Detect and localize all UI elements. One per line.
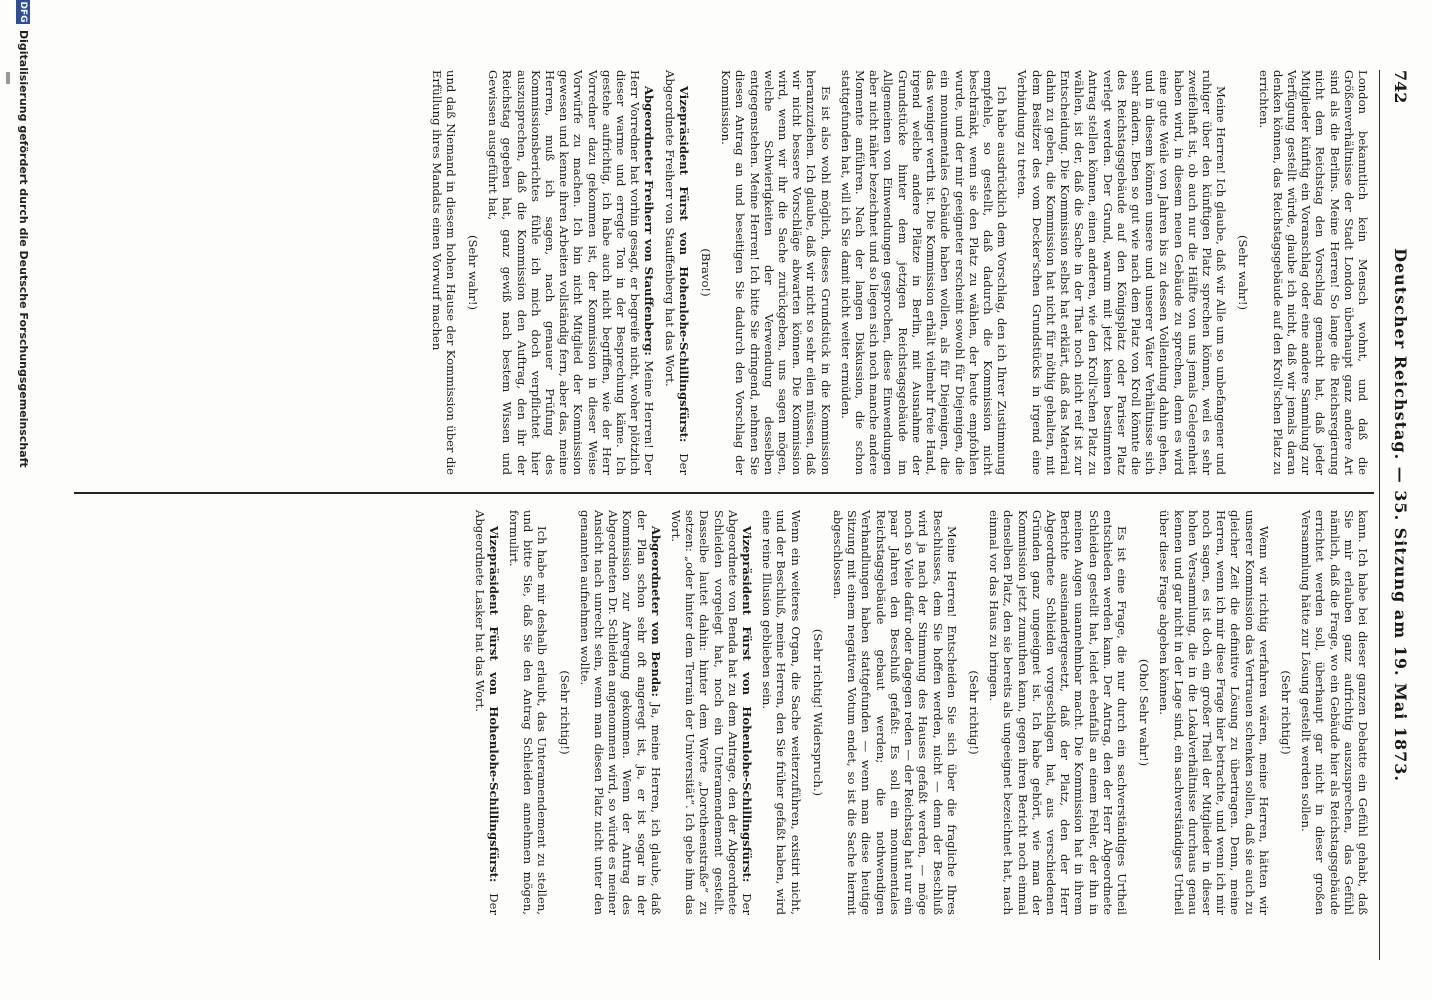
interjection: (Sehr wahr!) (466, 234, 481, 311)
dfg-logo: DFG (18, 1, 28, 23)
column-divider (74, 492, 1374, 494)
left-column (423, 70, 1370, 475)
speech-text: Der Abgeordnete Freiherr von Stauffenberg hat das Wort. (662, 70, 691, 475)
interjection: (Oho! Sehr wahr!) (1137, 658, 1152, 767)
interjection: (Sehr richtig!) (1278, 670, 1293, 755)
paragraph: Wenn wir richtig verfahren wären, meine Herren, hätten wir unserer Kommission das Vertrauen schenken sollen, daß sie auch zu gleicher Zeit die definitive Lösung zu übertragen. Denn, meine Herren, wenn ich mir diese Frage hier betrachte, und wenn ich mir noch sagen, es ist doch ein großer Theil der Mitglieder in dieser hohen Versammlung, die in die Lokalverhältnisse durchaus genau kennen und gar nicht in der Lage sind, ein sachverständiges Urtheil über diese Frage abgeben können. (1157, 510, 1271, 915)
speaker-name: Vizepräsident Fürst von Hohenlohe-Schillingsfürst: (740, 526, 755, 883)
header-rule (1379, 70, 1380, 960)
paragraph: kann. Ich habe bei dieser ganzen Debatte ein Gefühl gehabt, daß Sie mir erlauben ganz aufrichtig auszusprechen, das Gefühl nämlich, daß die Frage, wo ein Gebäude hier als Reichstagsgebäude errichtet werden soll, überhaupt gar nicht in dieser großen Versammlung hätte zur Lösung gestellt werden sollen. (1299, 510, 1370, 915)
paragraph: Ich habe ausdrücklich dem Vorschlag, den ich Ihrer Zustimmung empfehle, so gestellt, daß dadurch die Kommission nicht beschränkt, wenn sie den Platz zu wählen, der heute empfohlen wurde, und der mir geeigneter erscheint sowohl für Diejenigen, die ein monumentales Gebäude haben wollen, als für Diejenigen, die das weniger werth ist. Die Kommission erhält vielmehr freie Hand, irgend welche andere Plätze in Berlin, mit Ausnahme der Grundstücke hinter dem jetzigen Reichstagsgebäude im Allgemeinen von Einwendungen gesprochen, diese Einwendungen aber nicht näher bezeichnet und so liegen sich noch manche andere Momente anführen. Nach der langen Diskussion, die schon stattgefunden hat, will ich Sie damit nicht weiter ermüden. (838, 70, 1010, 475)
paragraph: Es ist also wohl möglich, dieses Grundstück in die Kommission heranzuziehen. Ich glaube, daß wir nicht so sehr eilen müssen, daß wir nicht bessere Vorschläge abwarten können. Die Kommission wird, wenn wir ihr die Sache zurückgeben, uns sagen mögen, welche Schwierigkeiten der Verwendung desselben entgegenstehen. Meine Herren! Ich bitte Sie dringend, nehmen Sie diesen Antrag an und beseitigen Sie dadurch den Vorschlag der Kommission. (719, 70, 833, 475)
speaker-block (486, 70, 656, 475)
interjection: (Sehr richtig!) (966, 670, 981, 755)
interjection: (Sehr wahr!) (1236, 234, 1251, 311)
paragraph: Meine Herren! Ich glaube, daß wir Alle um so unbefangener und ruhiger über den künftigen Platz sprechen können, weil es sehr zweifelhaft ist, ob auch nur die Hälfte von uns jemals Gelegenheit haben wird, in diesem neuen Gebäude zu sprechen, denn es wird eine gute Weile von Jahren bis zu dessen Vollendung dahin gehen, und in diesem können unsere und unserer Väter Verhältnisse sich sehr ändern. Eben so gut wie nach dem Platz von Kroll könnte die des Reichstagsgebäude auf den Königsplatz oder Pariser Platz verlegt werden. Der Grund, warum mit jetzt keinen bestimmten Antrag stellen können, einen anderen, wie den Kroll'schen Platz zu wählen, ist der, daß die Sache in der That noch nicht reif ist zur Entscheidung. Die Kommission selbst hat erklärt, daß das Material dahin zu geben, die Kommission hat nicht für nöthig gehalten, mit dem Besitzer des vom Decker'schen Grundstücks in irgend eine Verbindung zu treten. (1015, 70, 1229, 475)
scan-edge-mark (6, 72, 10, 84)
right-column (466, 510, 1370, 915)
speech-text: Meine Herren! Der Herr Vorredner hat vorhin gesagt, er begreife nicht, woher plötzlich dieser warme und erregte Ton in der Besprechung käme. Ich gestehe aufrichtig, ich habe auch nicht begriffen, wie der Herr Vorredner dazu gekommen ist, der Kommission in dieser Weise Vorwürfe zu machen. Ich bin nicht Mitglied der Kommission gewesen und kenne ihren Arbeiten vollständig fern, aber das, meine Herren, muß ich sagen, nach genauer Prüfung des Kommissionsberichtes fühle ich mich doch verpflichtet hier auszusprechen, daß die Kommission den Auftrag, den ihr der Reichstag gegeben hat, ganz gewiß nach bestem Wissen und Gewissen ausgeführt hat, (486, 70, 657, 476)
speaker-name: Vizepräsident Fürst von Hohenlohe-Schillingsfürst: (486, 526, 501, 883)
speaker-name: Abgeordneter Freiherr von Stauffenberg: (642, 86, 657, 356)
paragraph: Es ist eine Frage, die nur durch ein sachverständiges Urtheil entschieden werden kann. Der Antrag, den der Herr Abgeordnete Schleiden gestellt hat, leidet ebenfalls an einem Fehler, der ihn in meinen Augen unannehmbar macht. Die Kommission hat in ihrem Berichte auseinandergesetzt, daß der Platz, den der Herr Abgeordnete Schleiden vorgeschlagen hat, aus verschiedenen Gründen ganz ungeeignet ist. Ich habe gehört, wie man der Kommission jetzt zumuthen kann, gegen ihren Bericht noch einmal denselben Platz, den sie bereits als ungeeignet bezeichnet hat, nach einmal vor das Haus zu bringen. (987, 510, 1129, 915)
speaker-block (662, 70, 690, 475)
paragraph: Wenn ein weiteres Organ, die Sache weiterzuführen, existirt nicht, und der Beschluß, meine Herren, den Sie früher gefaßt haben, wird eine reine Illusion geblieben sein. (760, 510, 803, 915)
speaker-block (578, 510, 663, 915)
paragraph: Ich habe mir deshalb erlaubt, das Unteramendement zu stellen, und bitte Sie, daß Sie den Antrag Schleiden annehmen mögen, formulirt. (507, 510, 550, 915)
speech-text: Der Abgeordnete von Benda hat zu dem Antrage, den der Abgeordnete Schleiden vorgelegt hat, noch ein Unteramendement gestellt. Dasselbe lautet dahin: hinter dem Worte „Dorotheenstraße“ zu setzen: „oder hinter dem Terrain der Universität“. Ich gebe ihm das Wort. (669, 510, 755, 915)
digitization-note: Digitalisierung gefördert durch die Deutsche Forschungsgemeinschaft (17, 30, 30, 468)
paragraph: Meine Herren! Entscheiden Sie sich über die fragliche Ihres Beschlusses, dem Sie hoffen werden, nicht — denn der Beschluß wird ja nach der Stimmung des Hauses gefaßt werden, — möge noch so Viele dafür oder dagegen reden — der Reichstag hat nur ein paar Jahren den Beschluß gefaßt: Es soll ein monumentales Reichstagsgebäude gebaut werden; die nothwendigen Verhandlungen haben stattgefunden — wenn man diese heutige Sitzung mit einem negativen Votum endet, so ist die Sache hiermit abgeschlossen. (831, 510, 959, 915)
speaker-name: Abgeordneter von Benda: (648, 526, 663, 697)
interjection: (Bravo!) (699, 248, 714, 297)
speech-text: Der Abgeordnete Lasker hat das Wort. (472, 510, 501, 915)
paragraph: und daß Niemand in diesem hohen Hause der Kommission über die Erfüllung ihres Mandats einen Vorwurf machen (429, 70, 458, 475)
paragraph: London bekanntlich kein Mensch wohnt, und daß die Größenverhältnisse der Stadt London überhaupt ganz andere Art sind als die Berlins. Meine Herren! So lange die Reichsregierung nicht dem Reichstag den Vorschlag gemacht hat, daß jeder Mitglieder künftig ein Voranschlag oder eine andere Sammlung zur Verfügung gestellt würde, glaube ich nicht, daß wir jemals daran denken können, das Reichstagsgebäude auf den Kroll'schen Platz zu errichten. (1256, 70, 1370, 475)
speaker-block (472, 510, 500, 915)
page-header (1380, 70, 1410, 960)
interjection: (Sehr richtig!) (557, 670, 572, 755)
page-number: 742 (1391, 70, 1410, 104)
speaker-name: Vizepräsident Fürst von Hohenlohe-Schillingsfürst: (676, 86, 691, 443)
interjection: (Sehr richtig! Widerspruch.) (810, 628, 825, 797)
speaker-block (669, 510, 754, 915)
running-title: Deutscher Reichstag. — 35. Sitzung am 19. Mai 1873. (1391, 248, 1410, 782)
speech-text: Ja, meine Herren, ich glaube, daß der Plan schon sehr oft angeregt ist, ja, er ist sogar in der Kommission zur Anregung gekommen. Wenn der Antrag des Abgeordneten Dr. Schleiden angenommen wird, so würde es meiner Ansicht nach unrecht sein, wenn man diesen Platz nicht unter den genannten aufnehmen wollte. (577, 510, 663, 916)
